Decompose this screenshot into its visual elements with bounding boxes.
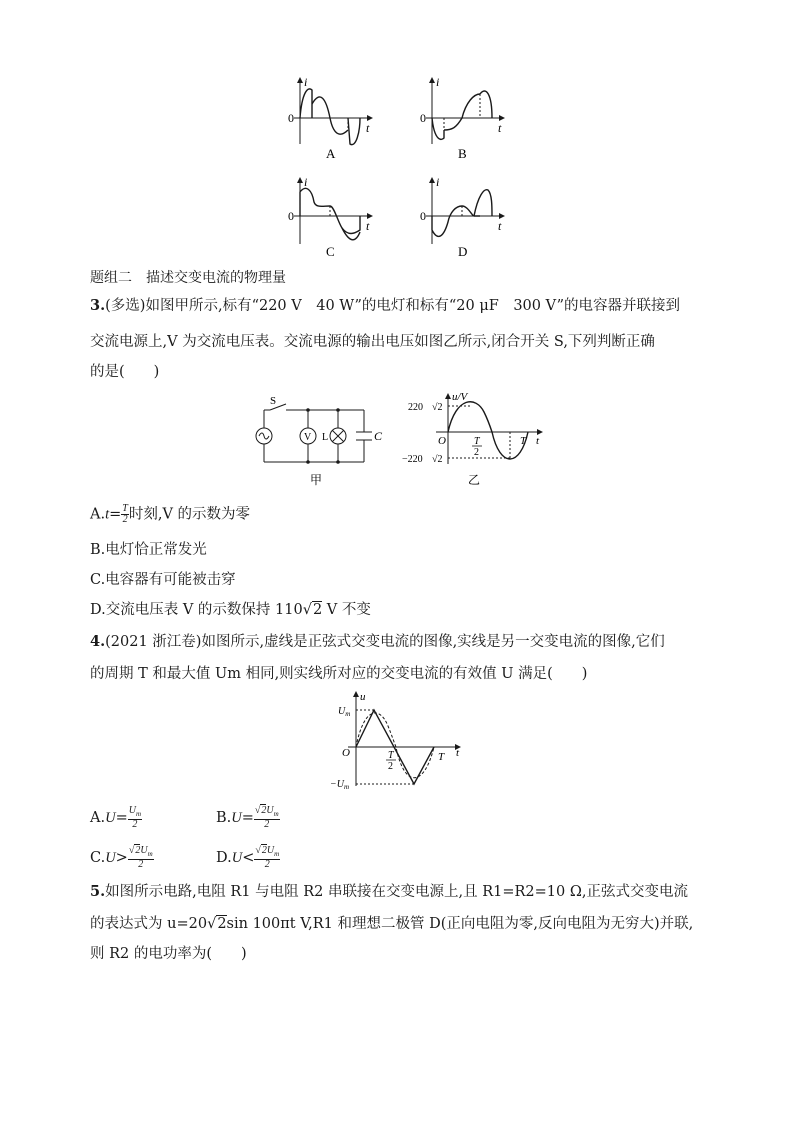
fig-yi-caption: 乙 [468, 473, 481, 487]
graph-c-label: C [326, 244, 335, 259]
graph-c [288, 175, 372, 259]
yi-neg-root: √2 [432, 454, 443, 465]
lamp-label: L [322, 432, 329, 443]
q4-axis-t: t [456, 747, 460, 759]
q3-line3: 的是( ) [90, 364, 160, 380]
q4-option-c: C.U> $\frac{√2U_m}{2}$ [90, 845, 153, 870]
yi-neg-value: −220 [402, 454, 423, 465]
graph-c-axis-i: i [304, 175, 308, 189]
voltmeter-label: V [304, 432, 312, 443]
q3-number: 3. [90, 297, 106, 314]
q4-half-T-den: 2 [388, 761, 393, 772]
voltage-graph-yi [396, 388, 556, 488]
graph-c-axis-t: t [366, 219, 370, 233]
graph-b-axis-i: i [436, 75, 440, 89]
yi-pos-value: 220 [408, 402, 423, 413]
q3-line1-text: (多选)如图甲所示,标有“220 V 40 W”的电灯和标有“20 μF 300 V”的电容器并联接到 [105, 298, 681, 314]
q5-line1 [90, 882, 688, 902]
q4-axis-u: u [360, 691, 366, 703]
yi-axis-t: t [536, 435, 540, 447]
q4-T: T [438, 751, 445, 763]
graph-d [420, 175, 504, 259]
graph-d-label: D [458, 244, 468, 259]
graph-b-label: B [458, 146, 467, 161]
graph-d-axis-t: t [498, 219, 502, 233]
q5-line1-text: 如图所示电路,电阻 R1 与电阻 R2 串联接在交变电源上,且 R1=R2=10 Ω,正弦式交变电流 [105, 884, 688, 900]
q4-origin: O [342, 747, 350, 759]
graph-c-origin: 0 [288, 209, 294, 223]
q4-option-d: D.U< $\frac{√2U_m}{2}$ [216, 845, 280, 870]
graph-a-origin: 0 [288, 111, 294, 125]
yi-pos-root: √2 [432, 402, 443, 413]
q5-line3: 则 R2 的电功率为( ) [90, 946, 247, 962]
fig-jia-caption: 甲 [310, 473, 323, 487]
fraction-root2-Um-over-2: $\frac{√2U_m}{2}$ [128, 845, 153, 870]
fraction-root2-Um-over-2: $\frac{√2U_m}{2}$ [254, 805, 279, 830]
graph-d-origin: 0 [420, 209, 426, 223]
q5-number: 5. [90, 883, 106, 900]
q4-option-b: B.U= $\frac{√2U_m}{2}$ [216, 805, 279, 830]
yi-axis-u: u/V [452, 391, 468, 403]
q4-line1 [90, 632, 665, 652]
circuit-diagram-jia [248, 396, 388, 488]
section-title: 题组二 描述交变电流的物理量 [90, 270, 286, 286]
q3-line1 [90, 296, 680, 316]
current-graphs-figure [280, 72, 540, 262]
yi-T: T [520, 435, 527, 447]
q4-line2: 的周期 T 和最大值 Um 相同,则实线所对应的交变电流的有效值 U 满足( ) [90, 666, 588, 682]
fraction-T-over-2: $\frac{T}{2}$ [122, 503, 128, 525]
capacitor-label: C [374, 429, 383, 443]
graph-b-axis-t: t [498, 121, 502, 135]
yi-origin: O [438, 435, 446, 447]
q3-option-c: C.电容器有可能被击穿 [90, 572, 236, 588]
graph-a-axis-t: t [366, 121, 370, 135]
graph-d-axis-i: i [436, 175, 440, 189]
yi-half-T-num: T [474, 436, 480, 447]
q4-half-T-num: T [388, 750, 394, 761]
q3-option-d: D.交流电压表 V 的示数保持 110√2 V 不变 [90, 602, 371, 618]
graph-a [288, 75, 372, 161]
fraction-Um-over-2: $\frac{U_m}{2}$ [128, 805, 142, 830]
q3-option-a: A.t= $\frac{T}{2}$ 时刻,V 的示数为零 [90, 503, 251, 525]
q4-line1-text: (2021 浙江卷)如图所示,虚线是正弦式交变电流的图像,实线是另一交变电流的图像,它们 [105, 634, 665, 650]
graph-b [420, 75, 504, 161]
q4-option-a: A.U= $\frac{U_m}{2}$ [90, 805, 142, 830]
q3-line2: 交流电源上,V 为交流电压表。交流电源的输出电压如图乙所示,闭合开关 S,下列判断正确 [90, 334, 655, 350]
q4-number: 4. [90, 633, 106, 650]
graph-a-axis-i: i [304, 75, 308, 89]
q4-Um: $U_m$ [338, 706, 351, 718]
fraction-root2-Um-over-2: $\frac{√2U_m}{2}$ [255, 845, 280, 870]
switch-label: S [270, 396, 277, 407]
graph-b-origin: 0 [420, 111, 426, 125]
q4-neg-Um: $-U_m$ [330, 779, 350, 790]
yi-half-T-den: 2 [474, 447, 479, 458]
q4-waveform-graph [330, 688, 480, 790]
graph-a-label: A [326, 146, 336, 161]
q3-option-b: B.电灯恰正常发光 [90, 542, 207, 558]
q5-line2: 的表达式为 u=20√2sin 100πt V,R1 和理想二极管 D(正向电阻为零,反向电阻为无穷大)并联, [90, 916, 694, 932]
